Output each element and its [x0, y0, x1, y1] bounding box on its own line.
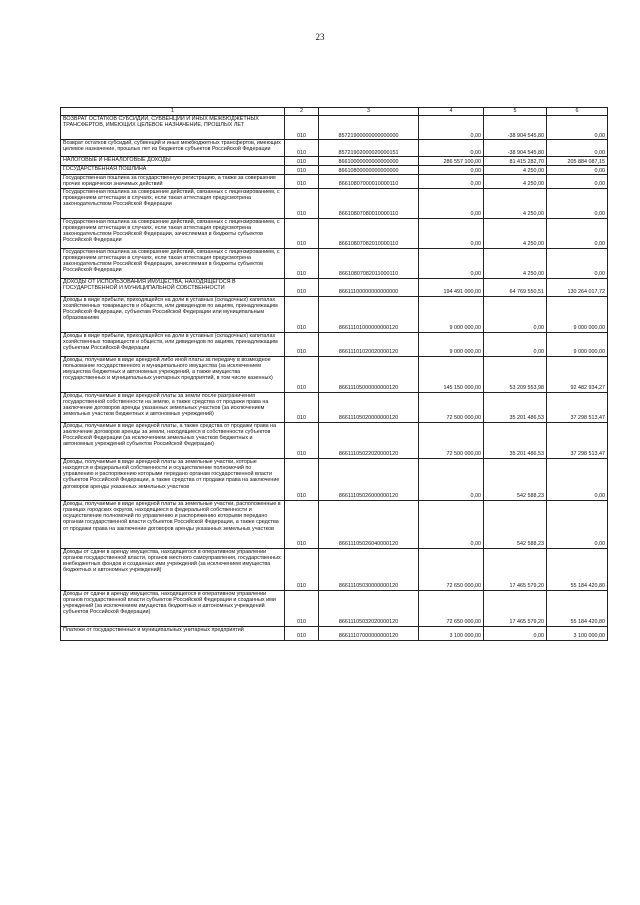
row-line-code: 010 — [285, 278, 319, 296]
row-approved-amount: 145 150 000,00 — [419, 356, 484, 392]
row-name: ВОЗВРАТ ОСТАТКОВ СУБСИДИЙ, СУБВЕНЦИЙ И ИНЫХ МЕЖБЮДЖЕТНЫХ ТРАНСФЕРТОВ, ИМЕЮЩИХ ЦЕЛЕВОЕ НАЗНАЧЕНИЕ, ПРОШЛЫХ ЛЕТ — [61, 116, 285, 140]
row-line-code: 010 — [285, 590, 319, 626]
row-name: Доходы в виде прибыли, приходящейся на доли в уставных (складочных) капиталах хозяйственных товариществ и обществ, или дивидендов по акциям, принадлежащим субъектам Российской Федерации — [61, 332, 285, 356]
row-approved-amount: 0,00 — [419, 248, 484, 278]
row-name: Платежи от государственных и муниципальных унитарных предприятий — [61, 626, 285, 640]
row-executed-amount: 0,00 — [484, 296, 547, 332]
column-header: 1 — [61, 108, 285, 116]
row-budget-code: 85721900000000000000 — [319, 116, 419, 140]
row-line-code: 010 — [285, 332, 319, 356]
table-row — [61, 157, 608, 166]
row-budget-code: 85721902000020000151 — [319, 140, 419, 157]
row-line-code: 010 — [285, 626, 319, 640]
row-budget-code: 86610807080010000110 — [319, 188, 419, 218]
row-executed-amount: 542 588,23 — [484, 500, 547, 548]
row-unexecuted-amount: 0,00 — [547, 500, 608, 548]
table-row — [61, 296, 608, 332]
row-name: Доходы в виде прибыли, приходящейся на доли в уставных (складочных) капиталах хозяйственных товариществ и обществ, или дивидендов по акциям, принадлежащим Российской Федерации, субъектам Российской Федерации или муниципальным образованиям — [61, 296, 285, 332]
row-unexecuted-amount: 0,00 — [547, 140, 608, 157]
row-line-code: 010 — [285, 218, 319, 248]
row-line-code: 010 — [285, 140, 319, 157]
row-name: Доходы, получаемые в виде арендной платы за земельные участки, расположенные в границах городских округов, находящиеся в федеральной собственности и осуществление полномочий по управлению и распоряжению которыми передано органам государственной власти субъектов Российской Федерации, а также средства от продажи права на заключение договоров аренды указанных земельных участков — [61, 500, 285, 548]
table-row — [61, 590, 608, 626]
row-name: Государственная пошлина за совершение действий, связанных с лицензированием, с проведением аттестации в случаях, если такая аттестация предусмотрена законодательством Российской Федерации, зачисляемая в бюджеты субъектов Российской Федерации — [61, 218, 285, 248]
row-approved-amount: 72 500 000,00 — [419, 422, 484, 458]
table-row — [61, 218, 608, 248]
row-name: Доходы, получаемые в виде арендной платы, а также средства от продажи права на заключение договоров аренды за земли, находящиеся в собственности субъектов Российской Федерации (за исключением земельных участков бюджетных и автономных учреждений субъектов Российской Федерации) — [61, 422, 285, 458]
table-row — [61, 548, 608, 590]
row-budget-code: 86611105022020000120 — [319, 422, 419, 458]
row-unexecuted-amount: 37 298 513,47 — [547, 422, 608, 458]
row-line-code: 010 — [285, 116, 319, 140]
table-row — [61, 278, 608, 296]
row-line-code: 010 — [285, 175, 319, 189]
table-row — [61, 166, 608, 175]
row-unexecuted-amount: 0,00 — [547, 166, 608, 175]
row-executed-amount: 542 588,23 — [484, 458, 547, 500]
row-unexecuted-amount: 0,00 — [547, 116, 608, 140]
row-unexecuted-amount: 9 000 000,00 — [547, 296, 608, 332]
row-unexecuted-amount: 0,00 — [547, 188, 608, 218]
row-approved-amount: 0,00 — [419, 166, 484, 175]
row-approved-amount: 72 650 000,00 — [419, 590, 484, 626]
column-header: 5 — [484, 108, 547, 116]
row-unexecuted-amount: 0,00 — [547, 458, 608, 500]
row-budget-code: 86610807000010000110 — [319, 175, 419, 189]
row-line-code: 010 — [285, 548, 319, 590]
table-row — [61, 500, 608, 548]
table-row — [61, 248, 608, 278]
row-approved-amount: 9 000 000,00 — [419, 332, 484, 356]
row-unexecuted-amount: 205 884 087,15 — [547, 157, 608, 166]
row-budget-code: 86611101020020000120 — [319, 332, 419, 356]
row-name: Доходы, получаемые в виде арендной либо иной платы за передачу в возмездное пользование государственного и муниципального имущества (за исключением имущества бюджетных и автономных учреждений, а также имущества государственных и муниципальных унитарных предприятий, в том числе казенных) — [61, 356, 285, 392]
table-row — [61, 116, 608, 140]
row-executed-amount: 0,00 — [484, 626, 547, 640]
row-name: Государственная пошлина за государственную регистрацию, а также за совершение прочих юридически значимых действий — [61, 175, 285, 189]
row-line-code: 010 — [285, 458, 319, 500]
row-executed-amount: 64 769 550,51 — [484, 278, 547, 296]
row-line-code: 010 — [285, 157, 319, 166]
row-budget-code: 86611105030000000120 — [319, 548, 419, 590]
row-name: Доходы, получаемые в виде арендной платы за земли после разграничения государственной собственности на землю, а также средства от продажи права на заключение договоров аренды указанных земельных участков (за исключением земельных участков бюджетных и автономных учреждений) — [61, 392, 285, 422]
row-unexecuted-amount: 55 184 420,80 — [547, 590, 608, 626]
row-budget-code: 86611101000000000120 — [319, 296, 419, 332]
row-budget-code: 86610800000000000000 — [319, 166, 419, 175]
row-unexecuted-amount: 9 000 000,00 — [547, 332, 608, 356]
row-line-code: 010 — [285, 356, 319, 392]
row-line-code: 010 — [285, 188, 319, 218]
row-unexecuted-amount: 0,00 — [547, 248, 608, 278]
row-budget-code: 86611100000000000000 — [319, 278, 419, 296]
row-approved-amount: 0,00 — [419, 500, 484, 548]
column-header: 6 — [547, 108, 608, 116]
row-name: Доходы от сдачи в аренду имущества, находящегося в оперативном управлении органов государственной власти, органов местного самоуправления, государственных внебюджетных фондов и созданных ими учреждений (за исключением имущества бюджетных и автономных учреждений) — [61, 548, 285, 590]
column-header: 4 — [419, 108, 484, 116]
row-approved-amount: 0,00 — [419, 458, 484, 500]
row-budget-code: 86611105000000000120 — [319, 356, 419, 392]
row-approved-amount: 286 557 100,00 — [419, 157, 484, 166]
row-name: Доходы от сдачи в аренду имущества, находящегося в оперативном управлении органов государственной власти субъектов Российской Федерации и созданных ими учреждений (за исключением имущества бюджетных и автономных учреждений субъектов Российской Федерации) — [61, 590, 285, 626]
row-unexecuted-amount: 3 100 000,00 — [547, 626, 608, 640]
row-unexecuted-amount: 92 482 934,27 — [547, 356, 608, 392]
row-approved-amount: 72 500 000,00 — [419, 392, 484, 422]
row-executed-amount: 35 201 486,53 — [484, 392, 547, 422]
row-executed-amount: 35 201 486,53 — [484, 422, 547, 458]
row-unexecuted-amount: 0,00 — [547, 175, 608, 189]
row-executed-amount: -38 904 545,80 — [484, 116, 547, 140]
row-executed-amount: 4 250,00 — [484, 248, 547, 278]
row-budget-code: 86610000000000000000 — [319, 157, 419, 166]
row-executed-amount: 4 250,00 — [484, 175, 547, 189]
table-row — [61, 188, 608, 218]
table-row — [61, 140, 608, 157]
row-unexecuted-amount: 55 184 420,80 — [547, 548, 608, 590]
row-line-code: 010 — [285, 248, 319, 278]
row-approved-amount: 0,00 — [419, 116, 484, 140]
row-line-code: 010 — [285, 392, 319, 422]
row-executed-amount: 17 465 579,20 — [484, 590, 547, 626]
page-number: 23 — [315, 32, 325, 42]
row-budget-code: 86611105032020000120 — [319, 590, 419, 626]
row-name: Доходы, получаемые в виде арендной платы за земельные участки, которые находятся в федеральной собственности и осуществление полномочий по управлению и распоряжению которыми передано органам государственной власти субъектов Российской Федерации, а также средства от продажи права на заключение договоров аренды указанных земельных участков — [61, 458, 285, 500]
revenue-table — [60, 107, 608, 641]
row-unexecuted-amount: 37 298 513,47 — [547, 392, 608, 422]
row-executed-amount: 17 465 579,20 — [484, 548, 547, 590]
table-row — [61, 422, 608, 458]
table-row — [61, 392, 608, 422]
row-approved-amount: 72 650 000,00 — [419, 548, 484, 590]
row-unexecuted-amount: 130 264 017,72 — [547, 278, 608, 296]
row-line-code: 010 — [285, 166, 319, 175]
row-executed-amount: 4 250,00 — [484, 166, 547, 175]
row-budget-code: 86611107000000000120 — [319, 626, 419, 640]
row-approved-amount: 0,00 — [419, 218, 484, 248]
column-header: 3 — [319, 108, 419, 116]
row-budget-code: 86611105026040000120 — [319, 500, 419, 548]
row-approved-amount: 0,00 — [419, 140, 484, 157]
row-name: НАЛОГОВЫЕ И НЕНАЛОГОВЫЕ ДОХОДЫ — [61, 157, 285, 166]
row-name: ДОХОДЫ ОТ ИСПОЛЬЗОВАНИЯ ИМУЩЕСТВА, НАХОДЯЩЕГОСЯ В ГОСУДАРСТВЕННОЙ И МУНИЦИПАЛЬНОЙ СОБСТВЕННОСТИ — [61, 278, 285, 296]
row-name: Государственная пошлина за совершение действий, связанных с лицензированием, с проведением аттестации в случаях, если такая аттестация предусмотрена законодательством Российской Федерации — [61, 188, 285, 218]
row-budget-code: 86610807082011000110 — [319, 248, 419, 278]
row-executed-amount: 0,00 — [484, 332, 547, 356]
row-executed-amount: 53 209 553,98 — [484, 356, 547, 392]
row-executed-amount: 4 250,00 — [484, 218, 547, 248]
table-row — [61, 626, 608, 640]
row-executed-amount: 81 415 282,70 — [484, 157, 547, 166]
row-approved-amount: 0,00 — [419, 188, 484, 218]
row-approved-amount: 0,00 — [419, 175, 484, 189]
row-line-code: 010 — [285, 500, 319, 548]
row-budget-code: 86610807082010000110 — [319, 218, 419, 248]
row-unexecuted-amount: 0,00 — [547, 218, 608, 248]
column-header: 2 — [285, 108, 319, 116]
column-header-row — [61, 108, 608, 116]
row-approved-amount: 3 100 000,00 — [419, 626, 484, 640]
row-budget-code: 86611105026000000120 — [319, 458, 419, 500]
row-line-code: 010 — [285, 296, 319, 332]
row-name: ГОСУДАРСТВЕННАЯ ПОШЛИНА — [61, 166, 285, 175]
row-approved-amount: 194 491 000,00 — [419, 278, 484, 296]
row-name: Государственная пошлина за совершение действий, связанных с лицензированием, с проведением аттестации в случаях, если такая аттестация предусмотрена законодательством Российской Федерации, зачисляемая в бюджеты субъектов Российской Федерации — [61, 248, 285, 278]
row-budget-code: 86611105020000000120 — [319, 392, 419, 422]
row-approved-amount: 9 000 000,00 — [419, 296, 484, 332]
row-executed-amount: 4 250,00 — [484, 188, 547, 218]
row-name: Возврат остатков субсидий, субвенций и иных межбюджетных трансфертов, имеющих целевое назначение, прошлых лет из бюджетов субъектов Российской Федерации — [61, 140, 285, 157]
row-executed-amount: -38 904 545,80 — [484, 140, 547, 157]
table-row — [61, 458, 608, 500]
table-row — [61, 175, 608, 189]
table-row — [61, 356, 608, 392]
row-line-code: 010 — [285, 422, 319, 458]
table-row — [61, 332, 608, 356]
